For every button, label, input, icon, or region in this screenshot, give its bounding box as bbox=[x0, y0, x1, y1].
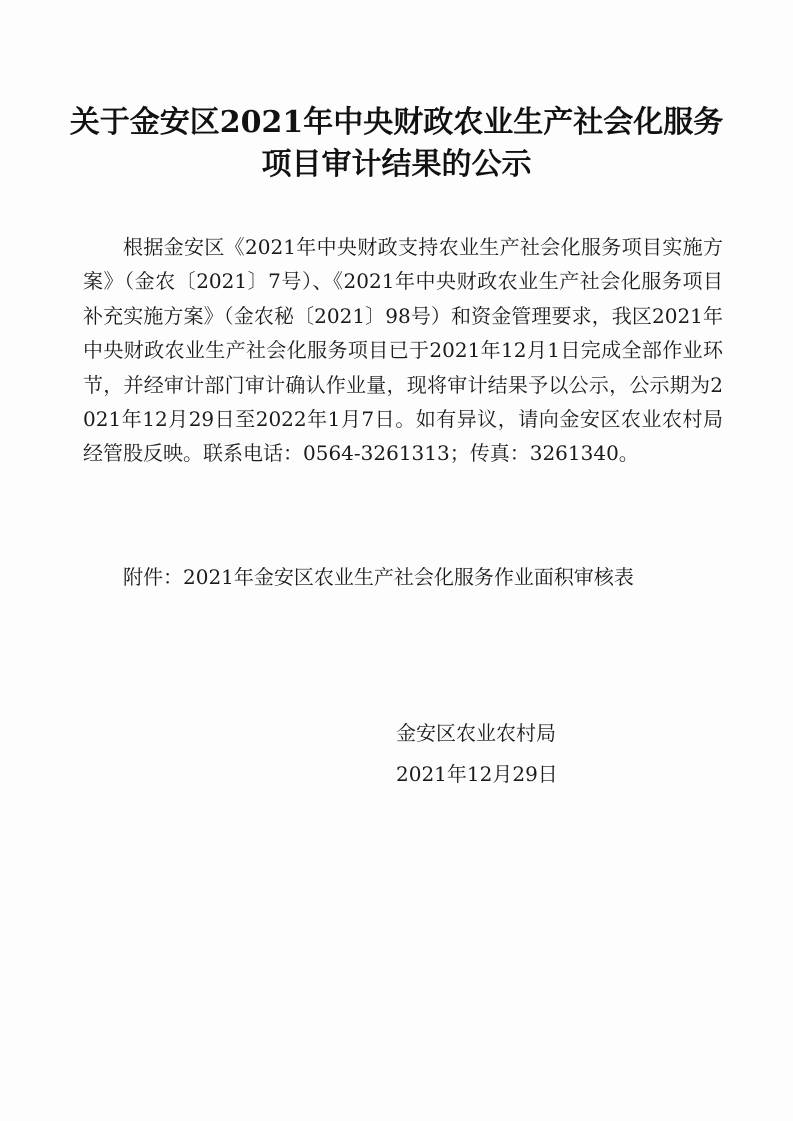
signature-organization: 金安区农业农村局 bbox=[396, 721, 556, 745]
document-title-line1: 关于金安区2021年中央财政农业生产社会化服务 bbox=[69, 105, 724, 140]
signature-date: 2021年12月29日 bbox=[396, 762, 558, 786]
document-title-line2: 项目审计结果的公示 bbox=[261, 147, 532, 182]
body-paragraph: 根据金安区《2021年中央财政支持农业生产社会化服务项目实施方案》（金农〔2021〕7号）、《2021年中央财政农业生产社会化服务项目补充实施方案》（金农秘〔2021〕98号）和资金管理要求，我区2021年中央财政农业生产社会化服务项目已于2021年12月1日完成全部作业环节，并经审计部门审计确认作业量，现将审计结果予以公示，公示期为2021年12月29日至2022年1月7日。如有异议，请向金安区农业农村局经管股反映。联系电话：0564-3261313；传真：3261340。 bbox=[83, 235, 723, 466]
attachment-note: 附件：2021年金安区农业生产社会化服务作业面积审核表 bbox=[123, 565, 634, 589]
